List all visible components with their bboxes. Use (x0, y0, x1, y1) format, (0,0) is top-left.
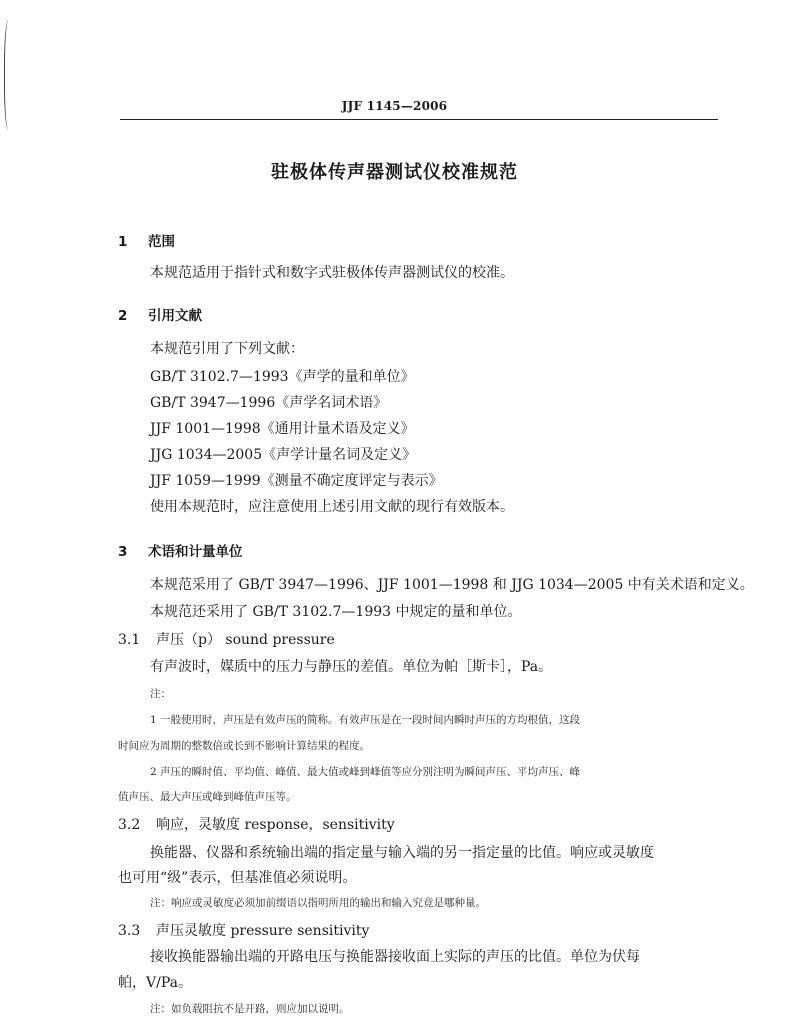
subsection-number: 3.2 (118, 817, 141, 833)
note-label: 注： (150, 688, 171, 700)
note-1-line-1: 1 一般使用时，声压是有效声压的简称。有效声压是在一段时间内瞬时声压的方均根值，这段 (150, 714, 581, 726)
term-name: 声压灵敏度 pressure sensitivity (156, 923, 370, 939)
term-name: 响应，灵敏度 response，sensitivity (156, 817, 395, 833)
document-title: 驻极体传声器测试仪校准规范 (271, 162, 518, 183)
term-note: 注：响应或灵敏度必须加前缀语以指明所用的输出和输入究竟是哪种量。 (150, 897, 486, 909)
note-2-line-2: 值声压、最大声压或峰到峰值声压等。 (118, 791, 297, 803)
reference-item: JJG 1034—2005《声学计量名词及定义》 (150, 447, 417, 463)
term-note: 注：如负载阻抗不是开路，则应加以说明。 (150, 1003, 350, 1015)
scan-margin-mark (4, 20, 15, 130)
reference-item: JJF 1001—1998《通用计量术语及定义》 (150, 421, 415, 437)
term-definition-line-1: 换能器、仪器和系统输出端的指定量与输入端的另一指定量的比值。响应或灵敏度 (150, 845, 654, 861)
note-1-line-2: 时间应为周期的整数倍或长到不影响计算结果的程度。 (118, 740, 370, 752)
page-header: JJF 1145—2006 (341, 99, 448, 113)
section-1-heading (118, 230, 175, 250)
term-name: 声压（p） sound pressure (156, 632, 335, 648)
section-title: 术语和计量单位 (148, 544, 243, 560)
section-number: 3 (118, 544, 128, 560)
section-1-text: 本规范适用于指针式和数字式驻极体传声器测试仪的校准。 (150, 265, 514, 281)
term-definition: 有声波时，媒质中的压力与静压的差值。单位为帕［斯卡］，Pa。 (150, 659, 553, 675)
term-definition-line-2: 也可用“级”表示，但基准值必须说明。 (118, 870, 357, 886)
subsection-3-1-heading (118, 629, 335, 649)
section-number: 1 (118, 234, 128, 250)
subsection-3-3-heading (118, 920, 369, 940)
section-number: 2 (118, 308, 128, 324)
section-2-heading (118, 304, 202, 324)
note-2-line-1: 2 声压的瞬时值、平均值、峰值、最大值或峰到峰值等应分别注明为瞬间声压、平均声压、峰 (150, 766, 581, 778)
subsection-number: 3.3 (118, 923, 141, 939)
references-closing: 使用本规范时，应注意使用上述引用文献的现行有效版本。 (150, 499, 514, 515)
section-title: 范围 (148, 234, 175, 250)
section-3-heading (118, 540, 243, 560)
term-definition-line-1: 接收换能器输出端的开路电压与换能器接收面上实际的声压的比值。单位为伏每 (150, 949, 640, 965)
subsection-3-2-heading (118, 814, 395, 834)
section-3-paragraph-1: 本规范采用了 GB/T 3947—1996、JJF 1001—1998 和 JJG 1034—2005 中有关术语和定义。 (150, 577, 754, 593)
reference-item: GB/T 3947—1996《声学名词术语》 (150, 395, 388, 411)
section-3-paragraph-2: 本规范还采用了 GB/T 3102.7—1993 中规定的量和单位。 (150, 604, 522, 620)
header-rule (120, 119, 718, 120)
reference-item: JJF 1059—1999《测量不确定度评定与表示》 (150, 473, 443, 489)
section-title: 引用文献 (148, 308, 202, 324)
term-definition-line-2: 帕，V/Pa。 (118, 975, 192, 991)
subsection-number: 3.1 (118, 632, 141, 648)
references-intro: 本规范引用了下列文献： (150, 341, 304, 357)
reference-item: GB/T 3102.7—1993《声学的量和单位》 (150, 369, 415, 385)
